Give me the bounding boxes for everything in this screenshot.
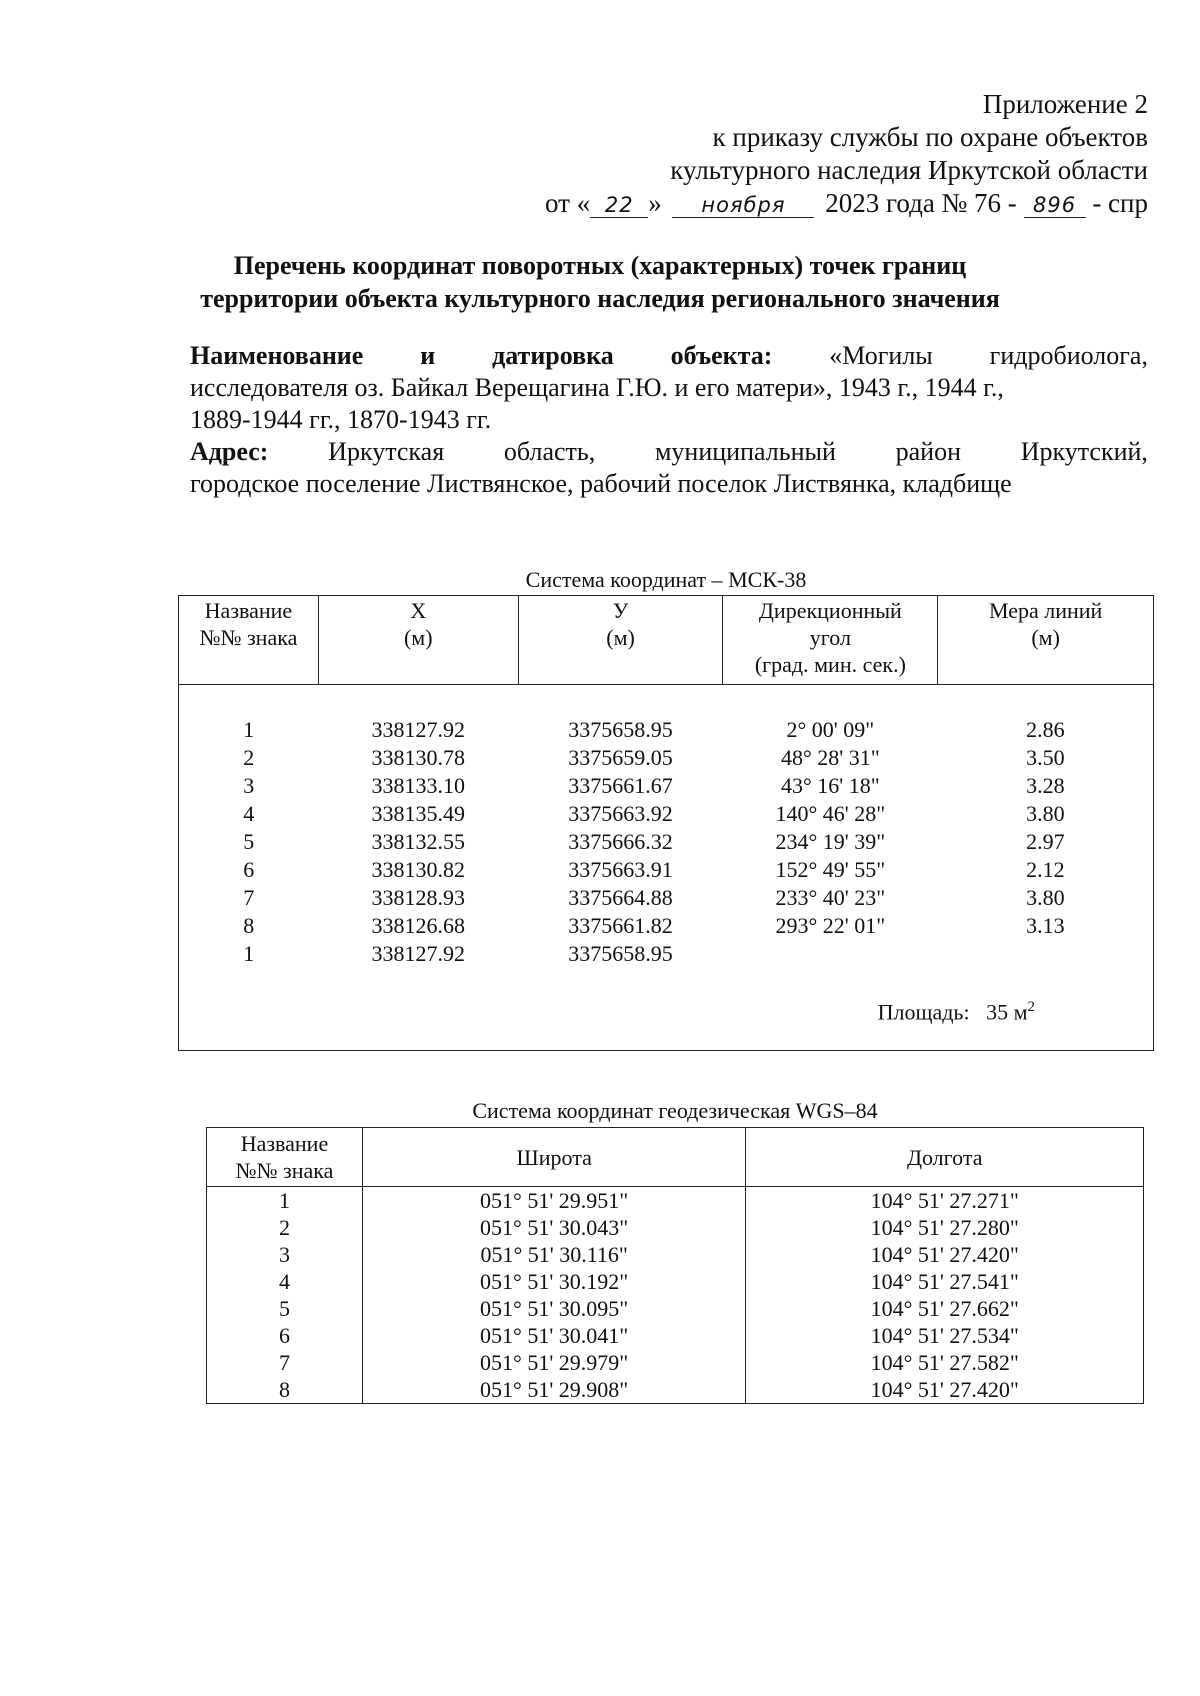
table-row xyxy=(207,1214,1144,1241)
area-row xyxy=(179,968,1154,1026)
table-row xyxy=(179,744,1154,772)
table-cell: 104° 51' 27.582" xyxy=(746,1349,1144,1376)
table-cell: 3375663.92 xyxy=(568,801,673,826)
address-word: Иркутский, xyxy=(1020,437,1148,466)
table-cell: 051° 51' 29.908" xyxy=(362,1376,746,1404)
table-cell: 051° 51' 30.041" xyxy=(362,1322,746,1349)
table-cell: 338133.10 xyxy=(371,773,466,798)
table-cell: 3 xyxy=(243,773,255,798)
table-cell: 338126.68 xyxy=(371,913,466,938)
area-unit-exponent: 2 xyxy=(1027,998,1035,1015)
address-word: область, xyxy=(503,437,596,466)
table-cell: 2.86 xyxy=(1026,717,1065,742)
table-row xyxy=(207,1187,1144,1215)
table-cell: 5 xyxy=(207,1295,363,1322)
table-cell: 3375661.67 xyxy=(568,773,673,798)
header-line: Дирекционный xyxy=(758,598,902,623)
spacer-row xyxy=(179,685,1154,717)
header-line: №№ знака xyxy=(235,1158,334,1183)
table-row xyxy=(207,1268,1144,1295)
area-label: Площадь: xyxy=(877,999,970,1024)
table-header-cell xyxy=(318,596,518,685)
table-cell: 104° 51' 27.271" xyxy=(746,1187,1144,1215)
address-word: Иркутская xyxy=(328,437,445,466)
table-cell: 104° 51' 27.420" xyxy=(746,1241,1144,1268)
handwritten-day: 22 xyxy=(604,193,634,217)
table-cell: 3375661.82 xyxy=(568,913,673,938)
table-cell: 104° 51' 27.280" xyxy=(746,1214,1144,1241)
appendix-label: Приложение 2 xyxy=(982,89,1148,119)
header-line: Х xyxy=(410,598,427,623)
object-name-word: гидробиолога, xyxy=(989,341,1148,370)
table-cell: 5 xyxy=(243,829,255,854)
table-cell: 051° 51' 29.951" xyxy=(362,1187,746,1215)
table-cell: 140° 46' 28" xyxy=(775,801,886,826)
table-cell: 338130.82 xyxy=(371,857,466,882)
table-cell: 051° 51' 30.116" xyxy=(362,1241,746,1268)
table-row xyxy=(207,1322,1144,1349)
table-cell: 1 xyxy=(243,717,255,742)
table-cell: 3 xyxy=(207,1241,363,1268)
table-cell: 051° 51' 30.095" xyxy=(362,1295,746,1322)
table-cell: 3375666.32 xyxy=(568,829,673,854)
table-cell: 234° 19' 39" xyxy=(775,829,886,854)
table-cell: 6 xyxy=(207,1322,363,1349)
table-cell: 3.28 xyxy=(1026,773,1065,798)
table-cell: 3.80 xyxy=(1026,885,1065,910)
table-header-cell xyxy=(518,596,723,685)
table-cell: 051° 51' 30.192" xyxy=(362,1268,746,1295)
table-row xyxy=(179,940,1154,968)
table-cell: 6 xyxy=(243,857,255,882)
address-word: район xyxy=(895,437,961,466)
object-name-word: датировка xyxy=(492,341,614,370)
table-cell: 338135.49 xyxy=(371,801,466,826)
table-cell: 2 xyxy=(243,745,255,770)
header-line: Мера линий xyxy=(988,598,1103,623)
wgs-table-caption: Система координат геодезическая WGS–84 xyxy=(472,1098,878,1123)
header-line: Название xyxy=(240,1131,329,1156)
table-header-cell xyxy=(723,596,938,685)
header-line: (м) xyxy=(606,625,635,650)
end-row xyxy=(179,1026,1154,1051)
table-cell xyxy=(723,940,938,968)
table-cell: 8 xyxy=(207,1376,363,1404)
table-cell: 104° 51' 27.534" xyxy=(746,1322,1144,1349)
table-row xyxy=(179,856,1154,884)
table-cell: 1 xyxy=(207,1187,363,1215)
table-cell: 7 xyxy=(207,1349,363,1376)
wgs-coordinates-table xyxy=(206,1127,1144,1404)
address-line xyxy=(190,436,1148,468)
table-header-cell xyxy=(938,596,1154,685)
table-cell: 1 xyxy=(243,941,255,966)
msk-table-caption: Система координат – МСК-38 xyxy=(525,567,807,592)
table-cell: 233° 40' 23" xyxy=(775,885,886,910)
header-line: (град. мин. сек.) xyxy=(754,652,906,677)
area-cell xyxy=(179,968,1154,1026)
table-row xyxy=(207,1349,1144,1376)
header-line: Долгота xyxy=(906,1144,983,1170)
header-line: угол xyxy=(809,625,851,650)
address-paragraph: Адрес: Иркутская область, муниципальный район Иркутский, городское поселение Листвянское, рабочий поселок Листвянка, кладбище xyxy=(190,437,1148,498)
table-cell: 3.13 xyxy=(1026,913,1065,938)
table-cell: 338132.55 xyxy=(371,829,466,854)
table-cell: 338130.78 xyxy=(371,745,466,770)
table-row xyxy=(179,884,1154,912)
table-cell: 104° 51' 27.541" xyxy=(746,1268,1144,1295)
order-date-line: от « 22 » ноября 2023 года № 76 - 896 - спр xyxy=(545,188,1148,218)
object-name-line xyxy=(190,340,1148,372)
table-header-cell xyxy=(179,596,319,685)
header-line: (м) xyxy=(1031,625,1060,650)
table-cell: 3375659.05 xyxy=(568,745,673,770)
table-cell: 104° 51' 27.662" xyxy=(746,1295,1144,1322)
table-cell: 2 xyxy=(207,1214,363,1241)
table-cell: 3375658.95 xyxy=(568,717,673,742)
table-header-cell xyxy=(207,1128,363,1187)
table-row xyxy=(179,772,1154,800)
area-value: 35 м xyxy=(986,999,1028,1024)
address-word: муниципальный xyxy=(654,437,836,466)
order-header xyxy=(545,88,1148,220)
table-cell: 3375664.88 xyxy=(568,885,673,910)
table-cell: 051° 51' 29.979" xyxy=(362,1349,746,1376)
object-name-word: Наименование xyxy=(190,341,364,370)
table-cell xyxy=(938,940,1154,968)
table-cell: 48° 28' 31" xyxy=(780,745,880,770)
object-name-word: и xyxy=(420,341,436,370)
table-cell: 104° 51' 27.420" xyxy=(746,1376,1144,1404)
table-header-cell xyxy=(746,1128,1144,1187)
table-cell: 4 xyxy=(243,801,255,826)
table-row xyxy=(207,1376,1144,1404)
table-row xyxy=(179,800,1154,828)
table-row xyxy=(179,716,1154,744)
spacer-cell xyxy=(179,685,1154,717)
header-line: (м) xyxy=(403,625,433,650)
document-title: Перечень координат поворотных (характерных) точек границ территории объекта культурного наследия регионального значения xyxy=(200,251,1000,313)
table-cell: 338128.93 xyxy=(371,885,466,910)
table-cell: 8 xyxy=(243,913,255,938)
order-authority-line: культурного наследия Иркутской области xyxy=(670,155,1148,185)
table-cell: 2.12 xyxy=(1026,857,1065,882)
table-cell: 4 xyxy=(207,1268,363,1295)
table-row xyxy=(179,828,1154,856)
table-cell: 43° 16' 18" xyxy=(780,773,880,798)
header-line: У xyxy=(612,598,629,623)
table-cell: 2° 00' 09" xyxy=(786,717,875,742)
order-reference-line: к приказу службы по охране объектов xyxy=(712,122,1148,152)
table-cell: 2.97 xyxy=(1026,829,1065,854)
table-cell: 338127.92 xyxy=(371,941,466,966)
header-line: Название xyxy=(204,598,293,623)
header-line: №№ знака xyxy=(199,625,298,650)
table-cell: 3.50 xyxy=(1026,745,1065,770)
table-cell: 293° 22' 01" xyxy=(775,913,886,938)
address-label: Адрес: xyxy=(190,437,269,466)
handwritten-number: 896 xyxy=(1033,193,1077,217)
table-cell: 152° 49' 55" xyxy=(775,857,886,882)
table-cell: 3.80 xyxy=(1026,801,1065,826)
msk-coordinates-table xyxy=(178,595,1154,1051)
table-cell: 051° 51' 30.043" xyxy=(362,1214,746,1241)
header-line: Широта xyxy=(516,1144,592,1170)
table-cell: 338127.92 xyxy=(371,717,466,742)
table-cell: 7 xyxy=(243,885,255,910)
object-name-paragraph: Наименование и датировка объекта: «Могилы гидробиолога, исследователя оз. Байкал Верещагина Г.Ю. и его матери», 1943 г., 1944 г., 1889-1944 гг., 1870-1943 гг. xyxy=(190,341,1148,434)
object-name-word: «Могилы xyxy=(829,341,933,370)
table-row xyxy=(179,912,1154,940)
table-cell: 3375663.91 xyxy=(568,857,673,882)
table-row xyxy=(207,1241,1144,1268)
table-cell: 3375658.95 xyxy=(568,941,673,966)
table-header-cell xyxy=(362,1128,746,1187)
end-cell xyxy=(179,1026,1154,1051)
table-row xyxy=(207,1295,1144,1322)
object-name-word: объекта: xyxy=(670,341,773,370)
handwritten-month: ноября xyxy=(701,193,786,217)
